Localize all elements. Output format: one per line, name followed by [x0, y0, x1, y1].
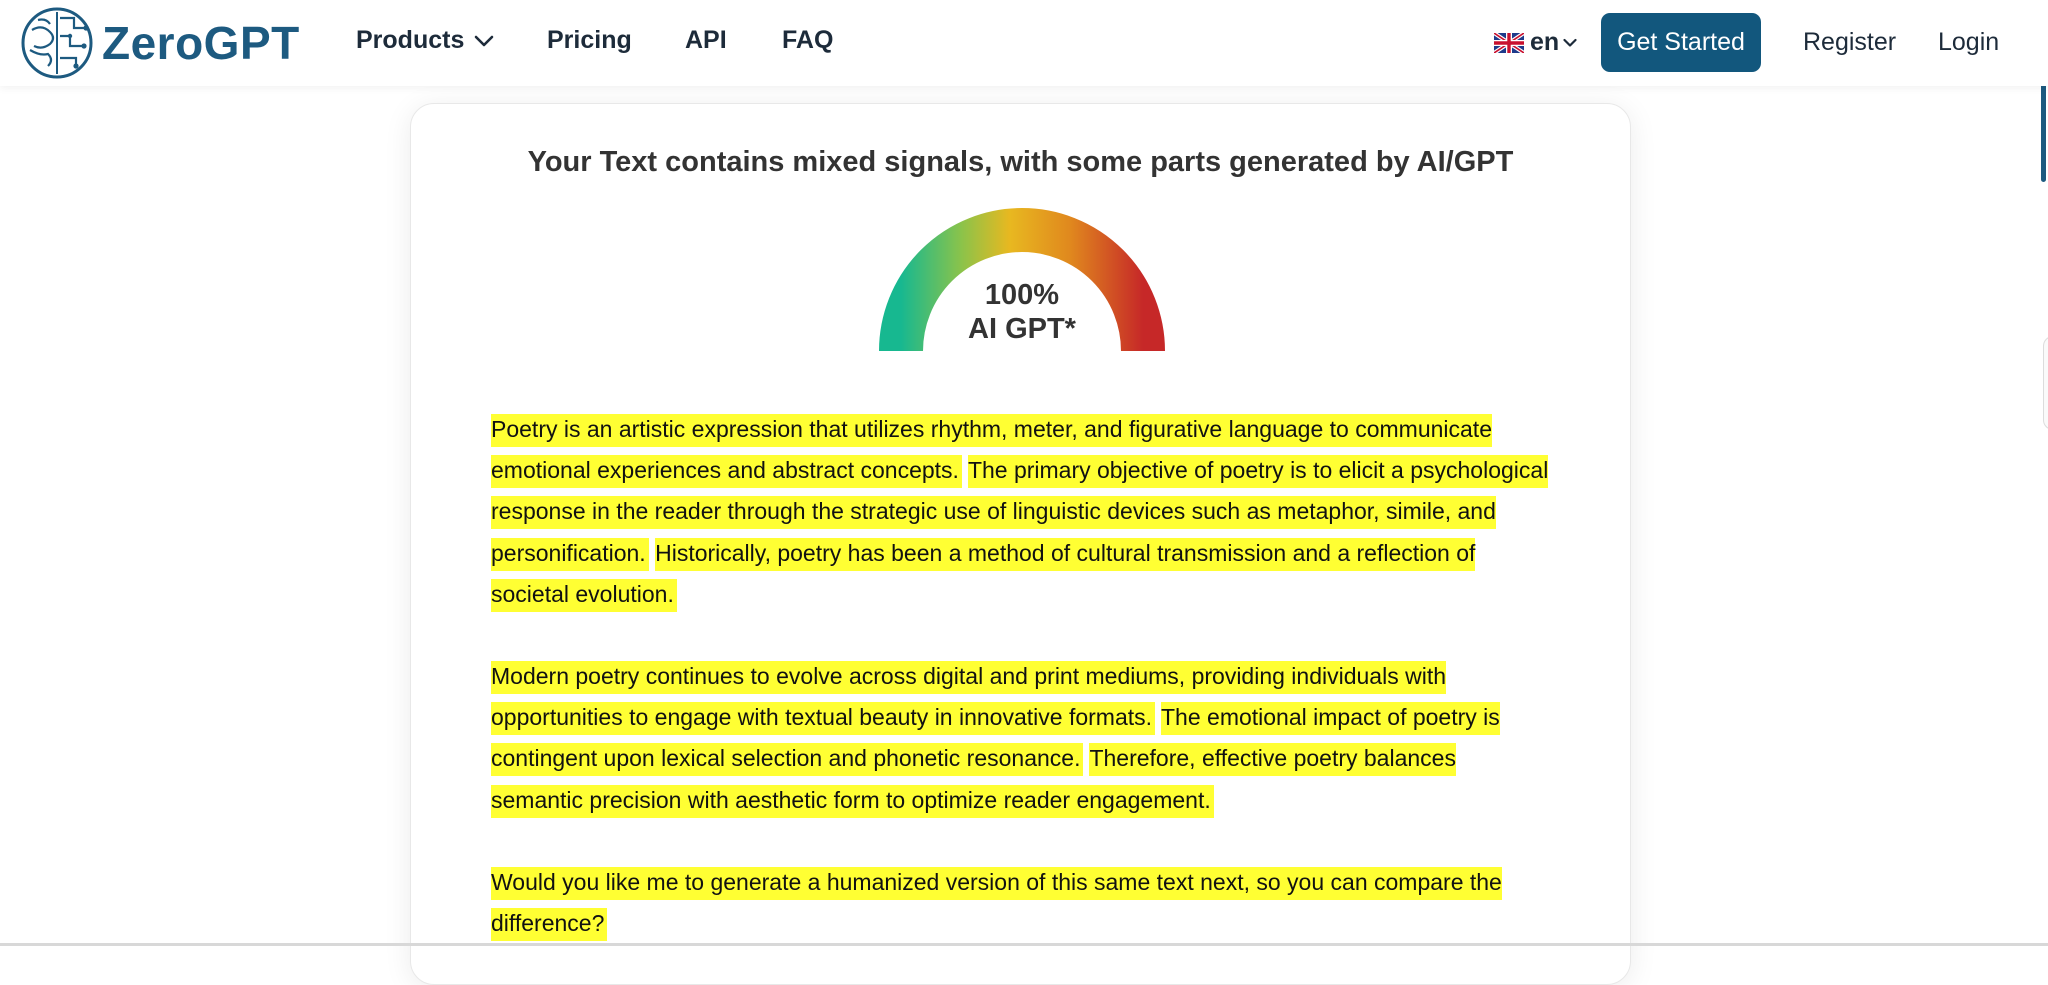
result-title: Your Text contains mixed signals, with some parts generated by AI/GPT — [527, 146, 1514, 178]
language-label: en — [1530, 28, 1560, 56]
analyzed-paragraph — [491, 409, 1551, 615]
ai-sentence: The emotional impact of poetry is contingent upon lexical selection and phonetic resonance. — [491, 702, 1500, 776]
chevron-down-icon — [1563, 38, 1577, 48]
ai-sentence: The primary objective of poetry is to elicit a psychological response in the reader through the strategic use of linguistic devices such as metaphor, simile, and personification. — [491, 455, 1548, 570]
ai-sentence: Poetry is an artistic expression that utilizes rhythm, meter, and figurative language to communicate emotional experiences and abstract concepts. — [491, 414, 1492, 488]
nav-products[interactable] — [356, 26, 494, 55]
analyzed-text — [491, 409, 1551, 985]
chevron-down-icon — [474, 34, 494, 48]
analyzed-paragraph — [491, 862, 1551, 944]
top-navbar — [0, 0, 2048, 86]
nav-api[interactable]: API — [685, 26, 727, 54]
register-link[interactable]: Register — [1803, 28, 1897, 56]
brain-icon — [20, 6, 94, 80]
get-started-button[interactable]: Get Started — [1601, 13, 1761, 72]
ai-sentence: Therefore, effective poetry balances semantic precision with aesthetic form to optimize reader engagement. — [491, 743, 1456, 817]
nav-faq[interactable]: FAQ — [782, 26, 834, 54]
nav-products-label: Products — [356, 26, 465, 54]
nav-pricing[interactable]: Pricing — [547, 26, 632, 54]
gauge-type: AI GPT* — [968, 313, 1076, 345]
result-card — [410, 103, 1631, 985]
ai-sentence: Modern poetry continues to evolve across digital and print mediums, providing individuals with opportunities to engage with textual beauty in innovative formats. — [491, 661, 1446, 735]
uk-flag-icon — [1494, 33, 1524, 53]
ai-sentence: Historically, poetry has been a method of cultural transmission and a reflection of societal evolution. — [491, 538, 1475, 612]
side-feedback-tab[interactable] — [2043, 336, 2048, 430]
gauge-readout — [879, 278, 1165, 346]
login-link[interactable]: Login — [1938, 28, 2000, 56]
analyzed-paragraph — [491, 656, 1551, 821]
gauge-percent: 100% — [984, 279, 1060, 311]
language-selector[interactable] — [1494, 28, 1577, 57]
ai-sentence: Would you like me to generate a humanized version of this same text next, so you can compare the difference? — [491, 867, 1502, 941]
brand-logo[interactable] — [20, 6, 300, 80]
brand-name: ZeroGPT — [102, 17, 300, 69]
